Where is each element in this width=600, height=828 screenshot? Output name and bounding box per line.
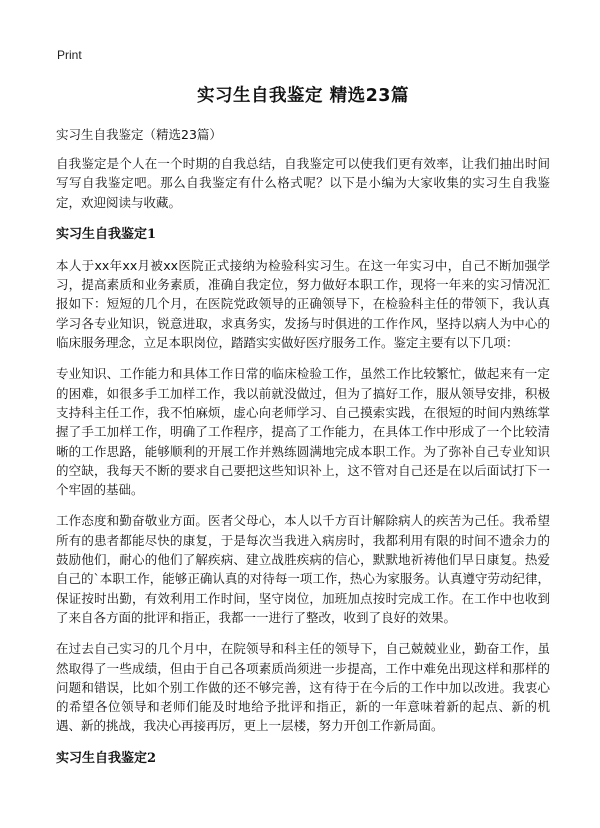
document-subtitle: 实习生自我鉴定（精选23篇） xyxy=(56,127,222,142)
print-link[interactable]: Print xyxy=(57,48,82,62)
section-paragraph: 本人于xx年xx月被xx医院正式接纳为检验科实习生。在这一年实习中，自己不断加强学习，提高素质和业务素质，准确自我定位，努力做好本职工作，现将一年来的实习情况汇报如下：短短的几个月，在医院党政领导的正确领导下，在检验科主任的带领下，我认真学习各专业知识，锐意进取，求真务实，发扬与时俱进的工作作风，坚持以病人为中心的临床服务理念，立足本职岗位，踏踏实实做好医疗服务工作。鉴定主要有以下几项： xyxy=(56,257,550,351)
section-heading: 实习生自我鉴定2 xyxy=(56,750,157,766)
section-paragraph: 专业知识、工作能力和具体工作日常的临床检验工作，虽然工作比较繁忙，做起来有一定的困难，如很多手工加样工作，我以前就没做过，但为了搞好工作，服从领导安排，积极支持科主任工作，我不怕麻烦，虚心向老师学习、自己摸索实践，在很短的时间内熟练掌握了手工加样工作，明确了工作程序，提高了工作能力，在具体工作中形成了一个比较清晰的工作思路，能够顺利的开展工作并熟练圆满地完成本职工作。为了弥补自己专业知识的空缺，我每天不断的要求自己要把这些知识补上，这不管对自己还是在以后面试打下一个牢固的基础。 xyxy=(56,366,550,498)
section-paragraph: 在过去自己实习的几个月中，在院领导和科主任的领导下，自己兢兢业业，勤奋工作，虽然取得了一些成绩，但由于自己各项素质尚须进一步提高，工作中难免出现这样和那样的问题和错误，比如个别工作做的还不够完善，这有待于在今后的工作中加以改进。我衷心的希望各位领导和老师们能及时地给予批评和指正，新的一年意味着新的起点、新的机遇、新的挑战，我决心再接再厉，更上一层楼，努力开创工作新局面。 xyxy=(56,641,550,734)
document xyxy=(56,76,550,780)
intro-paragraph: 自我鉴定是个人在一个时期的自我总结，自我鉴定可以使我们更有效率，让我们抽出时间写写自我鉴定吧。那么自我鉴定有什么格式呢？以下是小编为大家收集的实习生自我鉴定，欢迎阅读与收藏。 xyxy=(56,156,550,210)
page-title: 实习生自我鉴定 精选23篇 xyxy=(197,86,409,106)
section-heading: 实习生自我鉴定1 xyxy=(56,226,157,242)
section-paragraph: 工作态度和勤奋敬业方面。医者父母心，本人以千方百计解除病人的疾苦为己任。我希望所有的患者都能尽快的康复，于是每次当我进入病房时，我都利用有限的时间不遗余力的鼓励他们，耐心的他们了解疾病、建立战胜疾病的信心，默默地祈祷他们早日康复。热爱自己的`本职工作，能够正确认真的对待每一项工作，热心为家服务。认真遵守劳动纪律，保证按时出勤，有效利用工作时间，坚守岗位，加班加点按时完成工作。在工作中也收到了来自各方面的批评和指正，我都一一进行了整改，收到了良好的效果。 xyxy=(56,513,550,625)
